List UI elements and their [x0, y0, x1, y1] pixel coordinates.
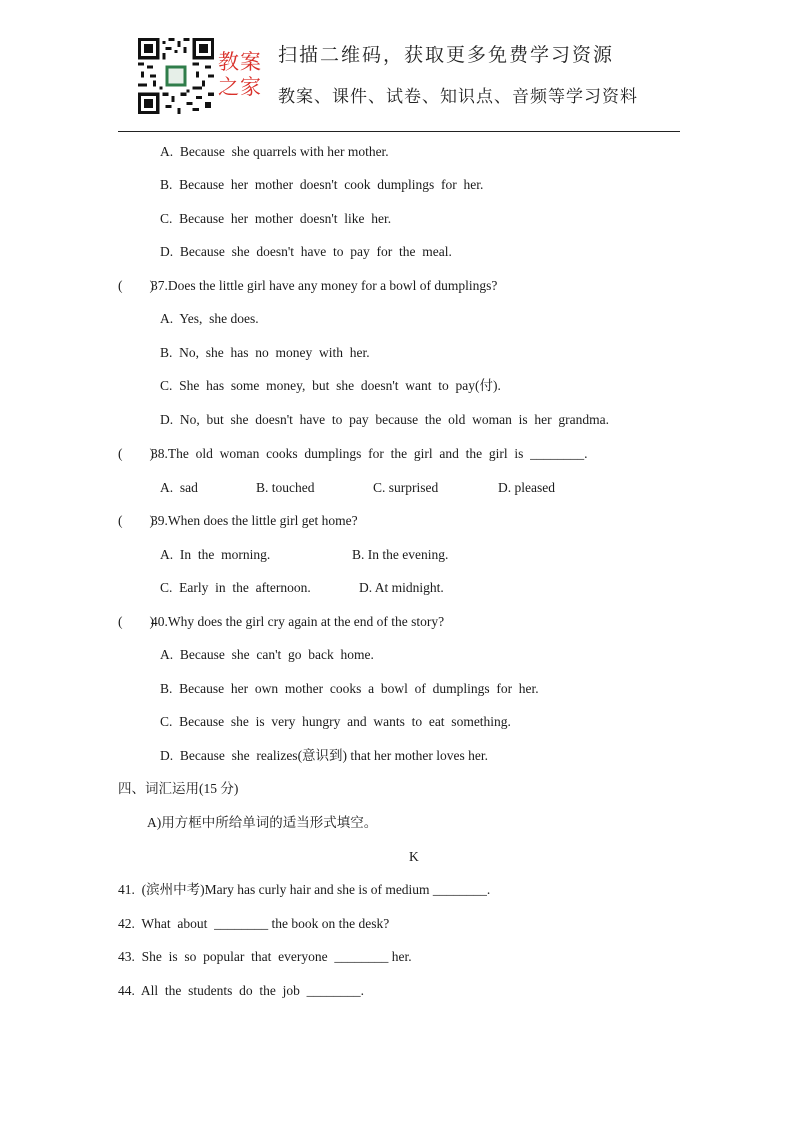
q38-option-b: B. touched: [256, 480, 315, 495]
q40-option-d: D. Because she realizes(意识到) that her mother loves her.: [160, 748, 489, 763]
q39-option-b: B. In the evening.: [352, 547, 449, 562]
q40-answer-blank: ( ): [118, 614, 154, 629]
word-box-mark: K: [409, 849, 419, 864]
q36-option-c: C. Because her mother doesn't like her.: [160, 211, 392, 226]
q39-option-a: A. In the morning.: [160, 547, 271, 562]
q36-option-a: A. Because she quarrels with her mother.: [160, 144, 389, 159]
q37-answer-blank: ( ): [118, 278, 154, 293]
q37-option-d: D. No, but she doesn't have to pay because the old woman is her grandma.: [160, 412, 609, 427]
q37-option-c: C. She has some money, but she doesn't want to pay(付).: [160, 378, 501, 393]
q40-option-c: C. Because she is very hungry and wants to eat something.: [160, 714, 511, 729]
fill-question-42: 42. What about ________ the book on the desk?: [118, 916, 390, 931]
fill-question-44: 44. All the students do the job ________.: [118, 983, 364, 998]
q38-option-d: D. pleased: [498, 480, 555, 495]
fill-question-43: 43. She is so popular that everyone ________ her.: [118, 949, 412, 964]
q38-stem: 38.The old woman cooks dumplings for the girl and the girl is ________.: [151, 446, 588, 461]
logo-line-1: 教案: [218, 50, 262, 74]
fill-question-41: 41. (滨州中考)Mary has curly hair and she is of medium ________.: [118, 882, 491, 897]
q37-stem: 37.Does the little girl have any money for a bowl of dumplings?: [151, 278, 498, 293]
q39-option-d: D. At midnight.: [359, 580, 444, 595]
qr-code-icon: [138, 38, 214, 114]
q37-option-a: A. Yes, she does.: [160, 311, 259, 326]
q36-option-d: D. Because she doesn't have to pay for the meal.: [160, 244, 452, 259]
q40-option-a: A. Because she can't go back home.: [160, 647, 374, 662]
q40-stem: 40.Why does the girl cry again at the end of the story?: [151, 614, 445, 629]
q38-option-a: A. sad: [160, 480, 198, 495]
q38-option-c: C. surprised: [373, 480, 439, 495]
header-divider: [118, 131, 680, 132]
q38-answer-blank: ( ): [118, 446, 154, 461]
header-slogan: 扫描二维码，获取更多免费学习资源: [278, 44, 615, 66]
q40-option-b: B. Because her own mother cooks a bowl of dumplings for her.: [160, 681, 539, 696]
q39-stem: 39.When does the little girl get home?: [151, 513, 358, 528]
q39-answer-blank: ( ): [118, 513, 154, 528]
section-4-part-a-instruction: A)用方框中所给单词的适当形式填空。: [147, 815, 378, 830]
site-logo: [218, 50, 272, 106]
section-4-title: 四、词汇运用(15 分): [118, 781, 239, 796]
q36-option-b: B. Because her mother doesn't cook dumplings for her.: [160, 177, 484, 192]
q39-option-c: C. Early in the afternoon.: [160, 580, 311, 595]
q37-option-b: B. No, she has no money with her.: [160, 345, 370, 360]
header-subslogan: 教案、课件、试卷、知识点、音频等学习资料: [278, 87, 638, 107]
logo-line-2: 之家: [218, 75, 262, 99]
page-header: [0, 0, 800, 132]
